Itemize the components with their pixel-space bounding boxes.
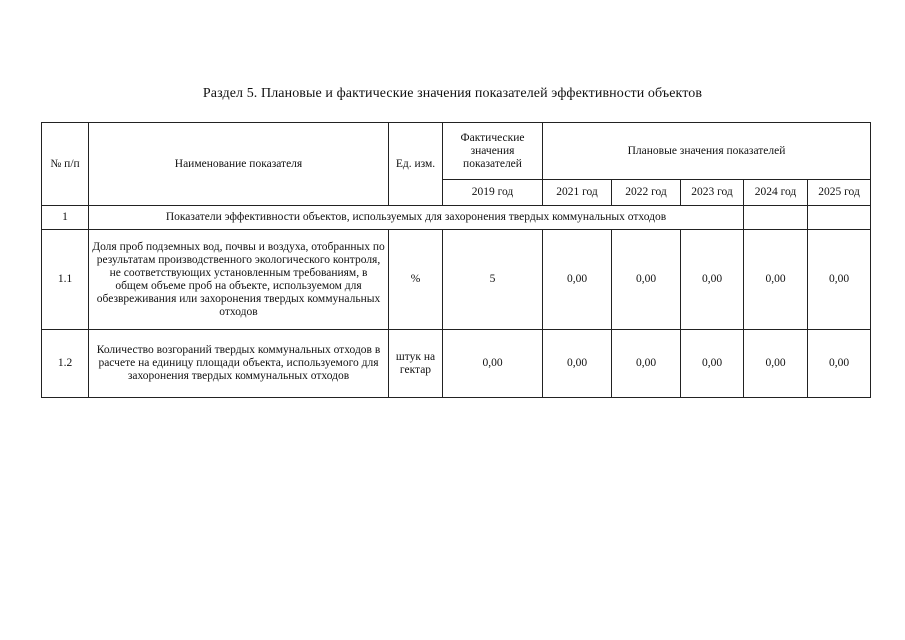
header-plan-year: 2022 год (612, 180, 681, 206)
indicators-table (41, 122, 871, 398)
row-plan-value: 0,00 (808, 230, 871, 330)
row-plan-value: 0,00 (744, 230, 808, 330)
row-num: 1.2 (42, 330, 89, 398)
header-plan-year: 2021 год (543, 180, 612, 206)
row-plan-value: 0,00 (612, 330, 681, 398)
section-label: Показатели эффективности объектов, используемых для захоронения твердых коммунальных отходов (89, 206, 744, 230)
row-plan-value: 0,00 (808, 330, 871, 398)
header-plan: Плановые значения показателей (543, 123, 871, 180)
row-plan-value: 0,00 (744, 330, 808, 398)
row-plan-value: 0,00 (681, 330, 744, 398)
header-unit: Ед. изм. (389, 123, 443, 206)
row-unit: % (389, 230, 443, 330)
header-fact: Фактические значения показателей (443, 123, 543, 180)
row-num: 1.1 (42, 230, 89, 330)
section-num: 1 (42, 206, 89, 230)
row-plan-value: 0,00 (543, 230, 612, 330)
header-num: № п/п (42, 123, 89, 206)
row-plan-value: 0,00 (612, 230, 681, 330)
header-name: Наименование показателя (89, 123, 389, 206)
section-empty-cell (744, 206, 808, 230)
row-name: Доля проб подземных вод, почвы и воздуха, отобранных по результатам производственного экологического контроля, не соответствующих установленным требованиям, в общем объеме проб на объекте, используемом для обезвреживания или захоронения твердых коммунальных отходов (89, 230, 389, 330)
row-unit: штук на гектар (389, 330, 443, 398)
row-fact: 5 (443, 230, 543, 330)
header-plan-year: 2023 год (681, 180, 744, 206)
row-name: Количество возгораний твердых коммунальных отходов в расчете на единицу площади объекта, используемого для захоронения твердых коммунальных отходов (89, 330, 389, 398)
table-row (42, 330, 871, 398)
header-plan-year: 2025 год (808, 180, 871, 206)
header-fact-year: 2019 год (443, 180, 543, 206)
header-row (42, 123, 871, 180)
section-empty-cell (808, 206, 871, 230)
row-fact: 0,00 (443, 330, 543, 398)
table-row (42, 230, 871, 330)
row-plan-value: 0,00 (543, 330, 612, 398)
page-title: Раздел 5. Плановые и фактические значения показателей эффективности объектов (202, 86, 703, 101)
row-plan-value: 0,00 (681, 230, 744, 330)
header-plan-year: 2024 год (744, 180, 808, 206)
section-row (42, 206, 871, 230)
